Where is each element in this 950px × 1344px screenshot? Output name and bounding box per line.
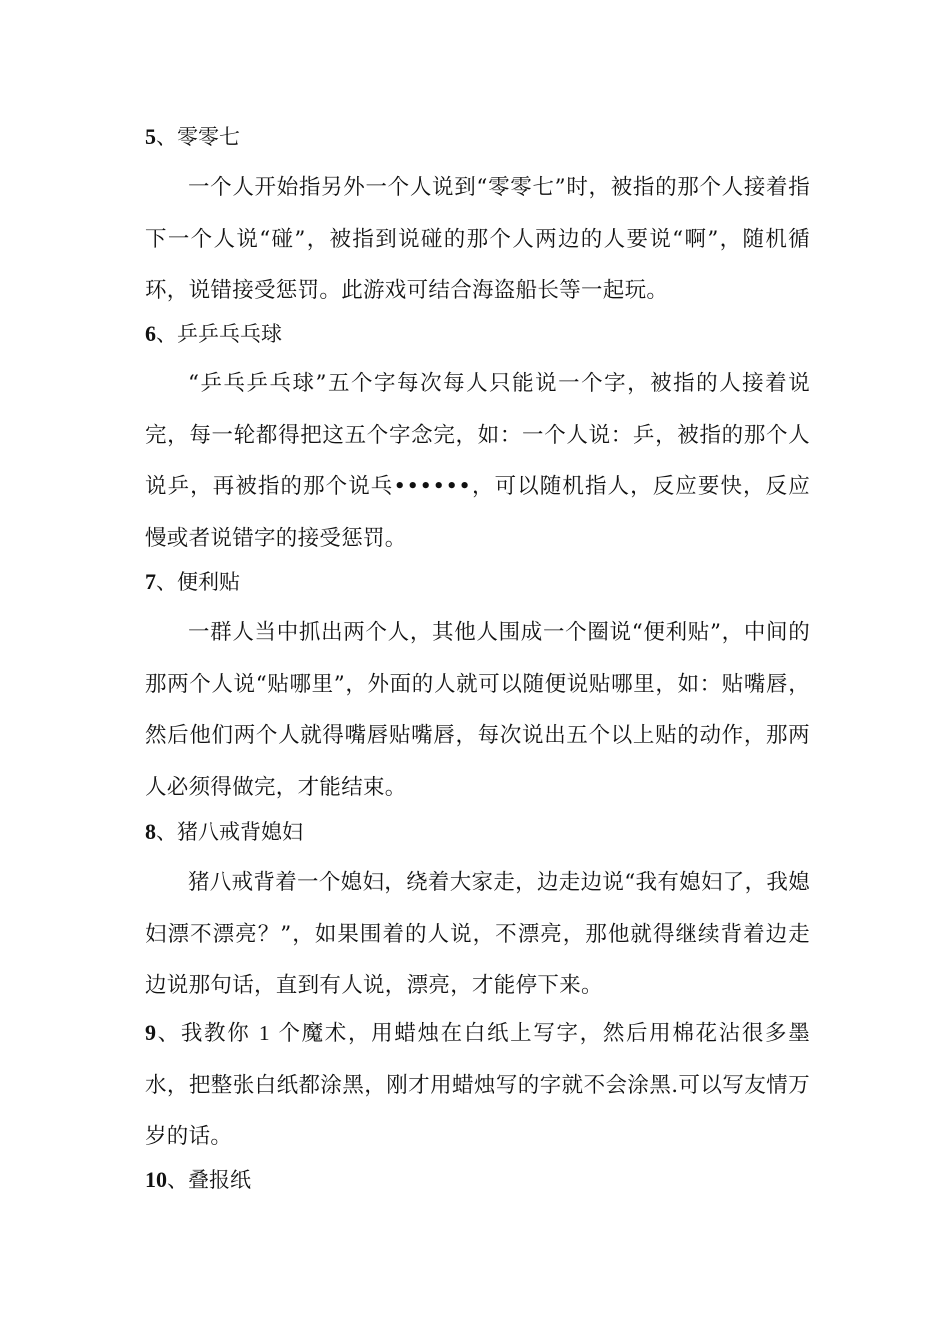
section-heading-6 [145, 319, 810, 349]
section-text-before: 我教你 [180, 1021, 251, 1046]
section-paragraph-6: “乒乓乒乓球”五个字每次每人只能说一个字，被指的人接着说完，每一轮都得把这五个字念完，如：一个人说：乒，被指的那个人说乒，再被指的那个说乓••••••，可以随机指人，反应要快，反应慢或者说错字的接受惩罚。 [145, 371, 810, 551]
section-text-after: 个魔术，用蜡烛在白纸上写字，然后用棉花沾很多墨水，把整张白纸都涂黑，刚才用蜡烛写的字就不会涂黑.可以写友情万岁的话。 [145, 1021, 811, 1149]
section-heading-5 [145, 122, 810, 152]
section-title: 零零七 [177, 125, 240, 149]
section-separator: 、 [156, 322, 177, 346]
section-number: 9 [145, 1020, 157, 1045]
inline-number: 1 [258, 1021, 270, 1045]
section-paragraph-7: 一群人当中抓出两个人，其他人围成一个圈说“便利贴”，中间的那两个人说“贴哪里”，外面的人就可以随便说贴哪里，如：贴嘴唇，然后他们两个人就得嘴唇贴嘴唇，每次说出五个以上贴的动作，那两人必须得做完，才能结束。 [145, 620, 810, 800]
section-number: 7 [145, 569, 156, 594]
section-separator: 、 [156, 1021, 181, 1046]
section-separator: 、 [156, 820, 177, 844]
section-number: 10 [145, 1167, 167, 1192]
section-heading-10 [145, 1165, 810, 1195]
section-separator: 、 [167, 1168, 188, 1192]
section-title: 叠报纸 [188, 1168, 251, 1192]
section-paragraph-9 [145, 1007, 810, 1163]
section-title: 猪八戒背媳妇 [177, 820, 303, 844]
section-paragraph-8: 猪八戒背着一个媳妇，绕着大家走，边走边说“我有媳妇了，我媳妇漂不漂亮？”，如果围着的人说，不漂亮，那他就得继续背着边走边说那句话，直到有人说，漂亮，才能停下来。 [145, 870, 810, 998]
section-heading-7 [145, 567, 810, 597]
section-number: 8 [145, 819, 156, 844]
section-title: 乒乒乓乓球 [177, 322, 282, 346]
section-paragraph-5: 一个人开始指另外一个人说到“零零七”时，被指的那个人接着指下一个人说“碰”，被指到说碰的那个人两边的人要说“啊”，随机循环，说错接受惩罚。此游戏可结合海盗船长等一起玩。 [145, 175, 810, 303]
section-number: 6 [145, 321, 156, 346]
section-separator: 、 [156, 570, 177, 594]
section-number: 5 [145, 124, 156, 149]
section-heading-8 [145, 817, 810, 847]
section-separator: 、 [156, 125, 177, 149]
section-title: 便利贴 [177, 570, 240, 594]
